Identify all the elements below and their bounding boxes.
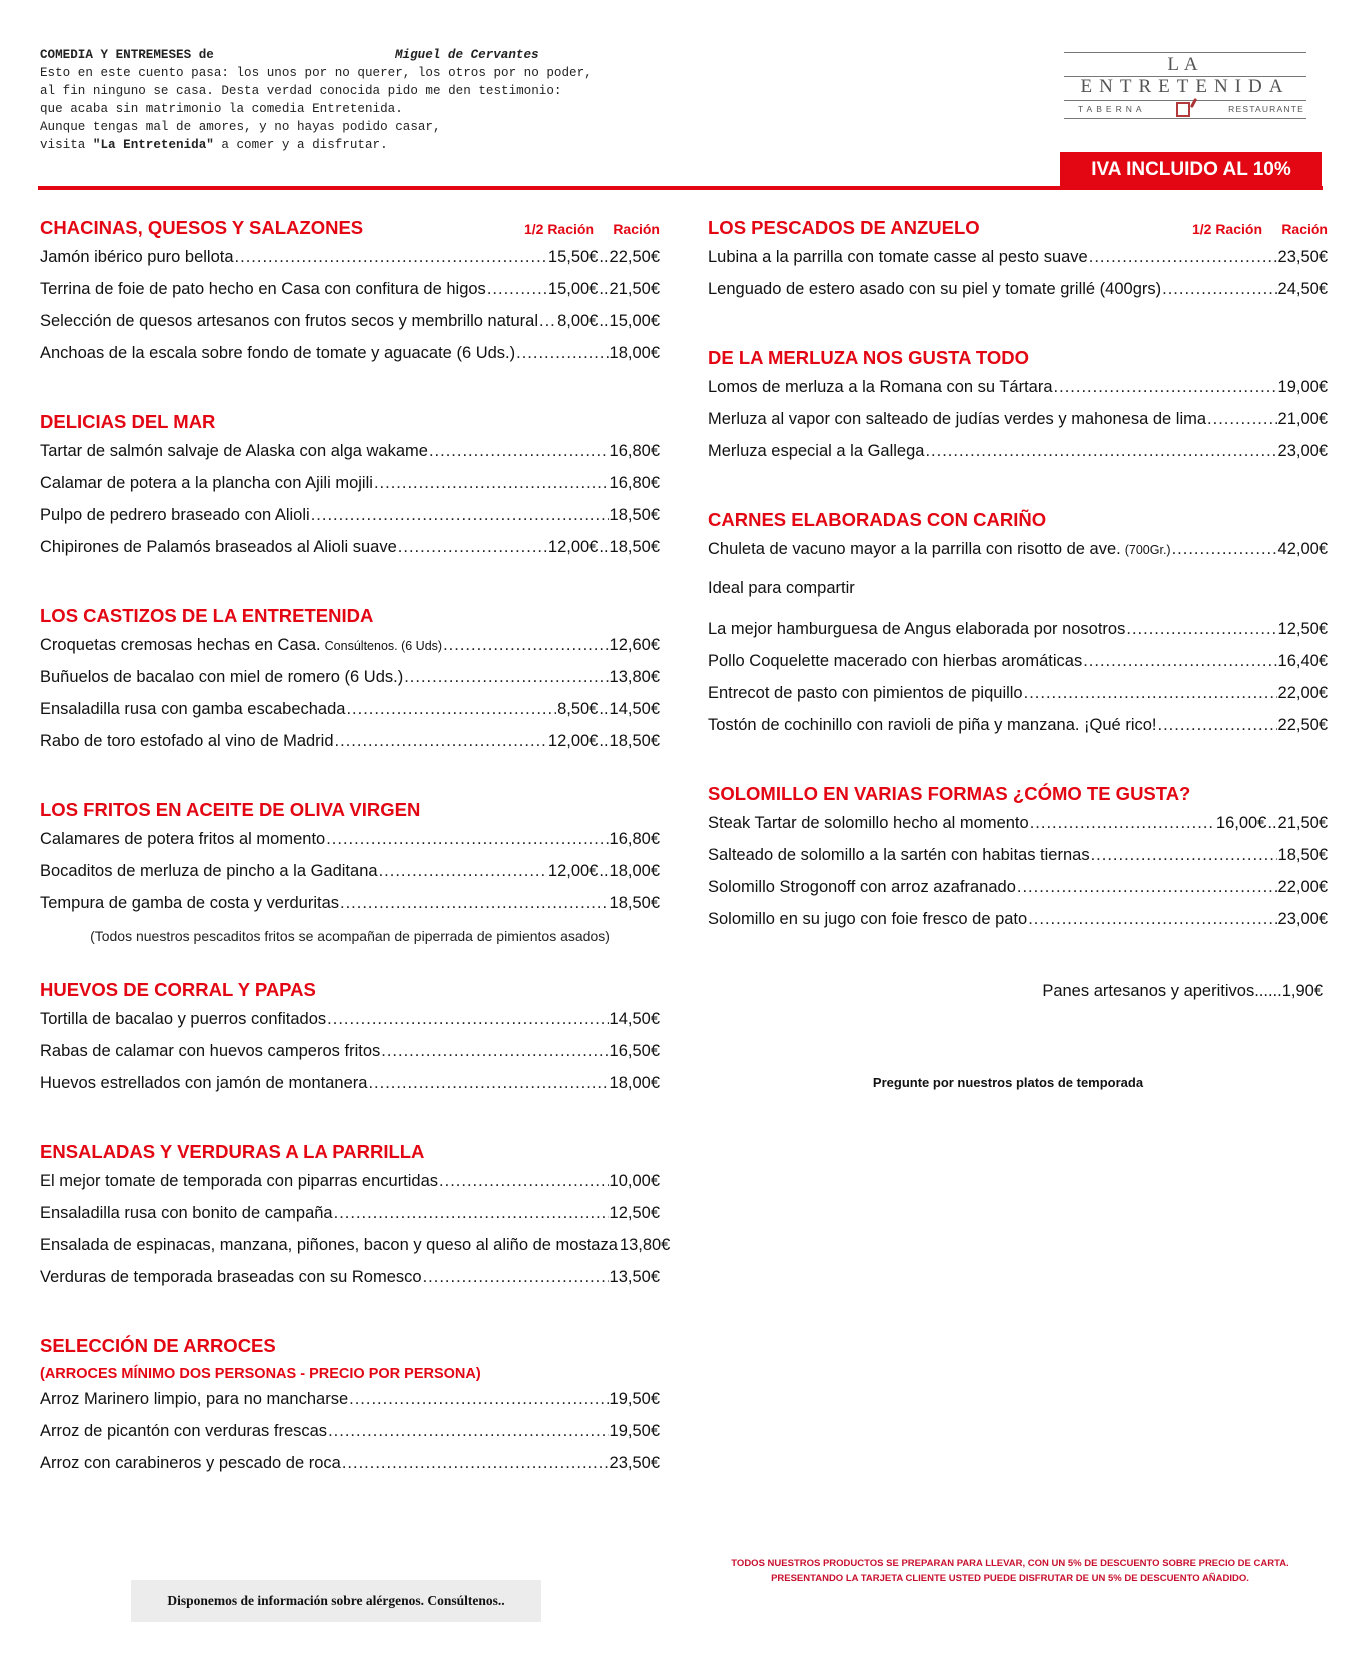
intro-last-post: a comer y a disfrutar. [213, 138, 388, 152]
section-header [708, 508, 1328, 540]
cervantes-intro [40, 46, 610, 154]
full-price: 19,50€ [609, 1422, 660, 1440]
section-header [40, 798, 660, 830]
price-separator: .. [599, 862, 609, 880]
menu-item [40, 248, 660, 280]
intro-author: Miguel de Cervantes [395, 48, 539, 62]
menu-item [40, 1236, 671, 1268]
full-price: 19,00€ [1277, 378, 1328, 396]
item-name: Merluza al vapor con salteado de judías verdes y mahonesa de lima [708, 410, 1207, 428]
full-price: 22,00€ [1277, 878, 1328, 896]
book-icon [1176, 102, 1190, 117]
dot-leader [398, 538, 547, 557]
menu-item [708, 652, 1328, 684]
intro-line-last [40, 136, 610, 154]
full-price: 23,00€ [1277, 442, 1328, 460]
menu-section [40, 1334, 660, 1486]
section-header [40, 1140, 660, 1172]
full-price: 13,80€ [609, 668, 660, 686]
full-price: 16,80€ [609, 442, 660, 460]
dot-leader [1030, 814, 1215, 833]
item-name: Terrina de foie de pato hecho en Casa con confitura de higos [40, 280, 486, 298]
section-title: LOS PESCADOS DE ANZUELO [708, 217, 980, 238]
iva-banner: IVA INCLUIDO AL 10% [1060, 152, 1322, 188]
dot-leader [1091, 846, 1277, 865]
section-header [708, 216, 1328, 248]
menu-item [40, 830, 660, 862]
full-price: 22,50€ [609, 248, 660, 266]
full-price: 23,50€ [1277, 248, 1328, 266]
menu-item [40, 538, 660, 570]
item-name: Solomillo Strogonoff con arroz azafranado [708, 878, 1016, 896]
menu-item [40, 1172, 660, 1204]
item-name: Lomos de merluza a la Romana con su Tártara [708, 378, 1053, 396]
dot-leader [516, 344, 608, 363]
menu-item [40, 344, 660, 376]
half-price: 16,00€ [1215, 814, 1267, 832]
price-separator: .. [599, 700, 609, 718]
half-price: 12,00€ [547, 538, 599, 556]
item-name: Tortilla de bacalao y puerros confitados [40, 1010, 327, 1028]
full-price: 15,00€ [609, 312, 660, 330]
logo-taberna: TABERNA [1078, 104, 1146, 114]
price-separator: .. [599, 538, 609, 556]
full-price: 12,50€ [1277, 620, 1328, 638]
menu-section [40, 798, 660, 944]
dot-leader [327, 1010, 608, 1029]
menu-section [40, 216, 660, 376]
menu-section [40, 604, 660, 764]
full-price: 18,50€ [1277, 846, 1328, 864]
section-title: DELICIAS DEL MAR [40, 411, 216, 432]
dot-leader [311, 506, 609, 525]
right-column [708, 216, 1328, 976]
menu-item [708, 846, 1328, 878]
seasonal-note: Pregunte por nuestros platos de temporada [872, 1075, 1144, 1090]
half-price: 12,00€ [547, 862, 599, 880]
dot-leader [439, 1172, 608, 1191]
item-name: Arroz Marinero limpio, para no mancharse [40, 1390, 349, 1408]
dot-leader [340, 894, 609, 913]
item-name: Tostón de cochinillo con ravioli de piña y manzana. ¡Qué rico! [708, 716, 1157, 734]
logo-name: ENTRETENIDA [1080, 76, 1290, 97]
dot-leader [443, 636, 608, 655]
full-price: 21,00€ [1277, 410, 1328, 428]
menu-item [40, 862, 660, 894]
full-price: 16,80€ [609, 474, 660, 492]
menu-section [40, 410, 660, 570]
full-price: 23,50€ [609, 1454, 660, 1472]
full-portion-header: Ración [613, 221, 660, 237]
menu-item [40, 1042, 660, 1074]
dot-leader [1028, 910, 1276, 929]
dot-leader [925, 442, 1276, 461]
full-price: 21,50€ [609, 280, 660, 298]
dot-leader [1172, 540, 1277, 559]
menu-section [40, 1140, 671, 1300]
full-price: 22,50€ [1277, 716, 1328, 734]
item-name: Rabas de calamar con huevos camperos fritos [40, 1042, 381, 1060]
section-subtitle: (ARROCES MÍNIMO DOS PERSONAS - PRECIO POR PERSONA) [40, 1366, 481, 1382]
item-name: Selección de quesos artesanos con frutos secos y membrillo natural [40, 312, 539, 330]
item-name: Calamar de potera a la plancha con Ajili mojili [40, 474, 373, 492]
intro-line: que acaba sin matrimonio la comedia Entretenida. [40, 102, 403, 116]
full-price: 12,50€ [609, 1204, 660, 1222]
menu-item [40, 894, 660, 926]
menu-item [40, 1204, 660, 1236]
price-separator: .. [599, 248, 609, 266]
menu-item [40, 506, 660, 538]
menu-item [40, 280, 660, 312]
intro-line: al fin ninguno se casa. Desta verdad conocida pido me den testimonio: [40, 84, 562, 98]
item-name: Bocaditos de merluza de pincho a la Gaditana [40, 862, 378, 880]
restaurant-logo [1064, 52, 1306, 124]
full-price: 13,50€ [609, 1268, 660, 1286]
section-title: CARNES ELABORADAS CON CARIÑO [708, 509, 1047, 530]
full-price: 18,00€ [609, 344, 660, 362]
intro-title: COMEDIA Y ENTREMESES de [40, 48, 214, 62]
half-portion-header: 1/2 Ración [523, 221, 594, 237]
item-name: Croquetas cremosas hechas en Casa. [40, 636, 321, 654]
menu-item [708, 814, 1328, 846]
section-title: SELECCIÓN DE ARROCES [40, 1335, 276, 1356]
menu-item [708, 716, 1328, 748]
full-price: 18,50€ [609, 732, 660, 750]
bread-line: Panes artesanos y aperitivos......1,90€ [1042, 982, 1323, 1000]
item-name: Merluza especial a la Gallega [708, 442, 925, 460]
dot-leader [334, 1204, 609, 1223]
item-note: Consúltenos. (6 Uds) [324, 639, 443, 653]
dot-leader [1017, 878, 1277, 897]
menu-section [708, 782, 1328, 942]
full-price: 19,50€ [609, 1390, 660, 1408]
item-name: Ensaladilla rusa con gamba escabechada [40, 700, 346, 718]
menu-item [40, 442, 660, 474]
intro-line: Aunque tengas mal de amores, y no hayas podido casar, [40, 120, 441, 134]
dot-leader [335, 732, 547, 751]
menu-section [708, 508, 1328, 748]
menu-item [708, 280, 1328, 312]
item-name: Verduras de temporada braseadas con su Romesco [40, 1268, 422, 1286]
item-name: Arroz de picantón con verduras frescas [40, 1422, 328, 1440]
item-name: Anchoas de la escala sobre fondo de tomate y aguacate (6 Uds.) [40, 344, 516, 362]
dot-leader [487, 280, 547, 299]
menu-item [40, 1422, 660, 1454]
dot-leader [379, 862, 547, 881]
takeaway-discount-note [720, 1556, 1300, 1586]
price-separator: .. [599, 280, 609, 298]
section-header [40, 604, 660, 636]
left-column [40, 216, 671, 1520]
menu-item [40, 1010, 660, 1042]
menu-item [40, 732, 660, 764]
item-name: Chuleta de vacuno mayor a la parrilla con risotto de ave. [708, 540, 1121, 558]
half-portion-header: 1/2 Ración [1191, 221, 1262, 237]
item-name: Buñuelos de bacalao con miel de romero (6 Uds.) [40, 668, 404, 686]
full-price: 16,80€ [609, 830, 660, 848]
item-name: Salteado de solomillo a la sartén con habitas tiernas [708, 846, 1090, 864]
full-price: 18,50€ [609, 506, 660, 524]
menu-section [708, 216, 1328, 312]
full-price: 13,80€ [619, 1236, 671, 1254]
dot-leader [1089, 248, 1277, 267]
item-name: Lenguado de estero asado con su piel y tomate grillé (400grs) [708, 280, 1162, 298]
section-title: SOLOMILLO EN VARIAS FORMAS ¿CÓMO TE GUSTA? [708, 783, 1191, 804]
item-name: Chipirones de Palamós braseados al Alioli suave [40, 538, 397, 556]
section-title: HUEVOS DE CORRAL Y PAPAS [40, 979, 316, 1000]
dot-leader [1126, 620, 1276, 639]
dot-leader [374, 474, 609, 493]
item-name: Rabo de toro estofado al vino de Madrid [40, 732, 334, 750]
section-title: CHACINAS, QUESOS Y SALAZONES [40, 217, 364, 238]
full-price: 21,50€ [1277, 814, 1328, 832]
price-separator: .. [599, 732, 609, 750]
header-divider [38, 186, 1323, 190]
full-price: 23,00€ [1277, 910, 1328, 928]
dot-leader [368, 1074, 608, 1093]
dot-leader [1083, 652, 1276, 671]
dot-leader [1162, 280, 1276, 299]
price-separator: .. [599, 312, 609, 330]
dot-leader [1054, 378, 1277, 397]
dot-leader [429, 442, 609, 461]
menu-item [40, 636, 660, 668]
section-note: (Todos nuestros pescaditos fritos se acompañan de piperrada de pimientos asados) [90, 928, 610, 944]
full-portion-header: Ración [1281, 221, 1328, 237]
item-name: Steak Tartar de solomillo hecho al momento [708, 814, 1029, 832]
full-price: 16,40€ [1277, 652, 1328, 670]
menu-item [40, 1074, 660, 1106]
item-name: Arroz con carabineros y pescado de roca [40, 1454, 341, 1472]
section-title: LOS CASTIZOS DE LA ENTRETENIDA [40, 605, 374, 626]
menu-item [708, 684, 1328, 716]
price-separator: .. [1267, 814, 1277, 832]
menu-item [708, 442, 1328, 474]
item-name: Entrecot de pasto con pimientos de piquillo [708, 684, 1023, 702]
item-name: Calamares de potera fritos al momento [40, 830, 326, 848]
menu-item [40, 1268, 660, 1300]
full-price: 14,50€ [609, 1010, 660, 1028]
item-name: Lubina a la parrilla con tomate casse al pesto suave [708, 248, 1088, 266]
section-title: LOS FRITOS EN ACEITE DE OLIVA VIRGEN [40, 799, 421, 820]
section-header [708, 346, 1328, 378]
section-header [40, 978, 660, 1010]
full-price: 14,50€ [609, 700, 660, 718]
half-price: 8,50€ [557, 700, 599, 718]
menu-item [708, 540, 1328, 572]
menu-item [40, 668, 660, 700]
intro-line: Esto en este cuento pasa: los unos por no querer, los otros por no poder, [40, 66, 592, 80]
item-name: Ensalada de espinacas, manzana, piñones, bacon y queso al aliño de mostaza [40, 1236, 618, 1254]
item-name: Huevos estrellados con jamón de montanera [40, 1074, 368, 1092]
section-header [40, 216, 660, 248]
dot-leader [423, 1268, 609, 1287]
half-price: 15,50€ [547, 248, 599, 266]
dot-leader [326, 830, 608, 849]
menu-item [40, 1454, 660, 1486]
item-name: Jamón ibérico puro bellota [40, 248, 234, 266]
full-price: 18,00€ [609, 1074, 660, 1092]
dot-leader [381, 1042, 608, 1061]
item-name: Pulpo de pedrero braseado con Alioli [40, 506, 310, 524]
full-price: 42,00€ [1277, 540, 1328, 558]
item-name: Ensaladilla rusa con bonito de campaña [40, 1204, 333, 1222]
menu-item [708, 910, 1328, 942]
dot-leader [1207, 410, 1277, 429]
section-title: ENSALADAS Y VERDURAS A LA PARRILLA [40, 1141, 425, 1162]
footer-line: PRESENTANDO LA TARJETA CLIENTE USTED PUEDE DISFRUTAR DE UN 5% DE DESCUENTO AÑADIDO. [771, 1573, 1249, 1584]
section-title: DE LA MERLUZA NOS GUSTA TODO [708, 347, 1030, 368]
dot-leader [235, 248, 547, 267]
dot-leader [1158, 716, 1277, 735]
menu-item [40, 312, 660, 344]
menu-item [708, 378, 1328, 410]
item-remark: Ideal para compartir [708, 579, 855, 597]
full-price: 22,00€ [1277, 684, 1328, 702]
item-name: La mejor hamburguesa de Angus elaborada por nosotros [708, 620, 1126, 638]
menu-section [708, 346, 1328, 474]
menu-item [708, 878, 1328, 910]
full-price: 18,50€ [609, 894, 660, 912]
section-header [40, 1334, 660, 1366]
menu-section [40, 978, 660, 1106]
menu-item [708, 410, 1328, 442]
full-price: 18,50€ [609, 538, 660, 556]
item-name: Pollo Coquelette macerado con hierbas aromáticas [708, 652, 1083, 670]
dot-leader [342, 1454, 609, 1473]
half-price: 8,00€ [557, 312, 599, 330]
intro-last-bold: "La Entretenida" [92, 138, 214, 152]
logo-restaurante: RESTAURANTE [1228, 104, 1304, 114]
full-price: 24,50€ [1277, 280, 1328, 298]
dot-leader [346, 700, 556, 719]
item-note: (700Gr.) [1124, 543, 1171, 557]
item-name: Tartar de salmón salvaje de Alaska con alga wakame [40, 442, 428, 460]
allergen-info-box: Disponemos de información sobre alérgenos. Consúltenos.. [131, 1580, 541, 1622]
full-price: 12,60€ [609, 636, 660, 654]
footer-line: TODOS NUESTROS PRODUCTOS SE PREPARAN PARA LLEVAR, CON UN 5% DE DESCUENTO SOBRE PRECIO DE CARTA. [731, 1558, 1289, 1569]
half-price: 12,00€ [547, 732, 599, 750]
logo-la: LA [1167, 54, 1203, 75]
menu-item [40, 474, 660, 506]
menu-item [708, 248, 1328, 280]
menu-item [40, 1390, 660, 1422]
item-name: Tempura de gamba de costa y verduritas [40, 894, 339, 912]
intro-last-pre: visita [40, 138, 93, 152]
full-price: 16,50€ [609, 1042, 660, 1060]
dot-leader [328, 1422, 608, 1441]
menu-item [708, 620, 1328, 652]
half-price: 15,00€ [547, 280, 599, 298]
item-name: Solomillo en su jugo con foie fresco de pato [708, 910, 1028, 928]
dot-leader [539, 312, 556, 331]
full-price: 18,00€ [609, 862, 660, 880]
section-header [40, 410, 660, 442]
dot-leader [1024, 684, 1277, 703]
dot-leader [349, 1390, 608, 1409]
full-price: 10,00€ [609, 1172, 660, 1190]
item-name: El mejor tomate de temporada con piparras encurtidas [40, 1172, 439, 1190]
menu-item [40, 700, 660, 732]
dot-leader [404, 668, 608, 687]
section-header [708, 782, 1328, 814]
